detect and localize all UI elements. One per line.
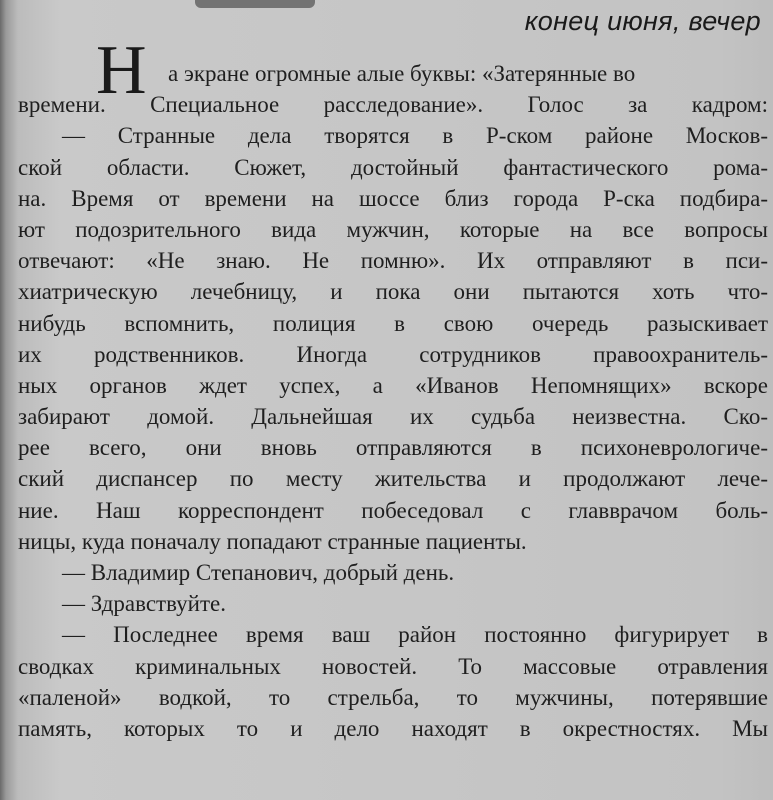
- text-line: а экране огромные алые буквы: «Затерянные во: [168, 61, 636, 86]
- text-line: сводках криминальных новостей. То массовые отравления: [18, 653, 768, 679]
- text-line: — Последнее время ваш район постоянно фигурирует в: [62, 622, 768, 648]
- text-line: забирают домой. Дальнейшая их судьба неизвестна. Ско-: [18, 404, 768, 430]
- text-line: рее всего, они вновь отправляются в психоневрологиче-: [18, 435, 768, 461]
- text-line: отвечают: «Не знаю. Не помню». Их отправляют в пси-: [18, 248, 768, 274]
- text-line: ют подозрительного вида мужчин, которые на все вопросы: [18, 216, 768, 242]
- text-line: ницы, куда поначалу попадают странные пациенты.: [18, 528, 527, 554]
- text-line: ский диспансер по месту жительства и продолжают лече-: [18, 466, 768, 492]
- text-line: — Здравствуйте.: [62, 591, 226, 617]
- text-line: времени. Специальное расследование». Голос за кадром:: [18, 92, 768, 118]
- text-line: ние. Наш корреспондент побеседовал с главврачом боль-: [18, 497, 768, 523]
- body-text: [18, 58, 768, 744]
- text-line: — Владимир Степанович, добрый день.: [62, 560, 455, 585]
- text-line: память, которых то и дело находят в окрестностях. Мы: [18, 715, 768, 741]
- chapter-date-heading: конец июня, вечер: [524, 6, 761, 36]
- text-line: ской области. Сюжет, достойный фантастического рома-: [18, 154, 768, 180]
- text-line: «паленой» водкой, то стрельба, то мужчины, потерявшие: [18, 684, 768, 710]
- drop-cap-letter: Н: [96, 32, 147, 109]
- text-line: хиатрическую лечебницу, и пока они пытаются хоть что-: [18, 279, 768, 305]
- text-line: нибудь вспомнить, полиция в свою очередь разыскивает: [18, 310, 768, 336]
- text-line: на. Время от времени на шоссе близ города Р-ска подбира-: [18, 185, 768, 211]
- page-top-artifact: [195, 0, 315, 8]
- text-line: их родственников. Иногда сотрудников правоохранитель-: [18, 341, 768, 367]
- text-line: — Странные дела творятся в Р-ском районе Москов-: [62, 123, 768, 149]
- text-line: ных органов ждет успех, а «Иванов Непомнящих» вскоре: [18, 372, 768, 398]
